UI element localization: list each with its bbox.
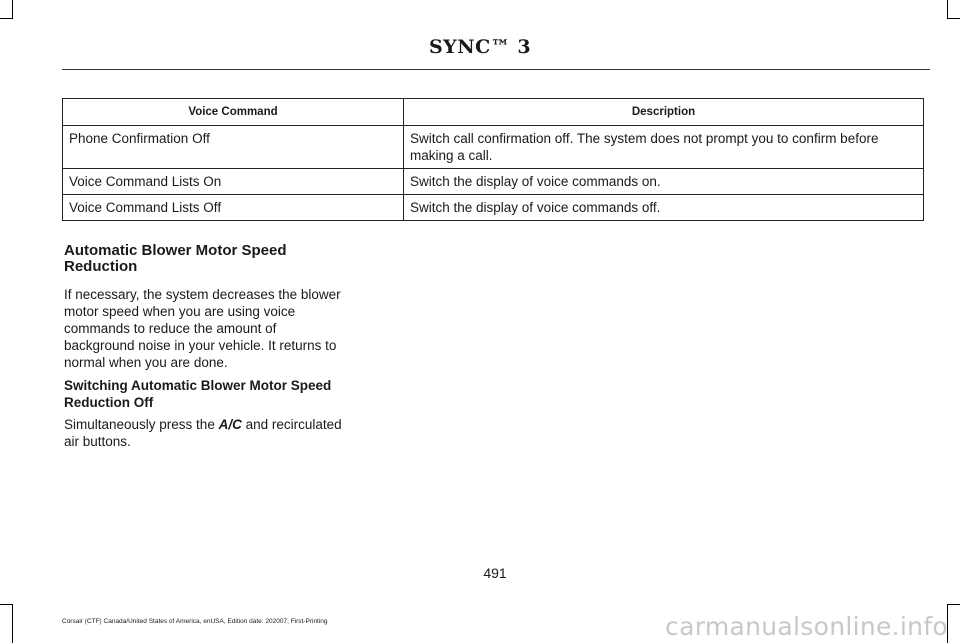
description-cell: Switch call confirmation off. The system does not prompt you to confirm before making a call. bbox=[404, 126, 924, 169]
command-cell: Voice Command Lists On bbox=[63, 169, 404, 195]
description-cell: Switch the display of voice commands on. bbox=[404, 169, 924, 195]
description-cell: Switch the display of voice commands off. bbox=[404, 195, 924, 221]
instruction-post: and recirculated air buttons. bbox=[64, 417, 342, 449]
header-divider bbox=[62, 69, 930, 70]
crop-mark bbox=[947, 0, 948, 18]
ac-button-label: A/C bbox=[218, 417, 242, 432]
edition-footer: Corsair (CTF) Canada/United States of America, enUSA, Edition date: 202007, First-Printing bbox=[62, 618, 328, 625]
page-title: SYNC™ 3 bbox=[428, 36, 532, 58]
voice-command-table bbox=[62, 98, 924, 221]
crop-mark bbox=[12, 0, 13, 18]
table-row bbox=[63, 195, 924, 221]
crop-mark bbox=[947, 18, 960, 19]
subsection-heading: Switching Automatic Blower Motor Speed Reduction Off bbox=[64, 378, 332, 410]
crop-mark bbox=[0, 18, 13, 19]
instruction-pre: Simultaneously press the bbox=[64, 417, 215, 432]
column-header-description: Description bbox=[404, 99, 924, 126]
crop-mark bbox=[12, 604, 13, 643]
section-heading: Automatic Blower Motor Speed Reduction bbox=[64, 242, 287, 275]
watermark: carmanualsonline.info bbox=[665, 612, 948, 641]
crop-mark bbox=[0, 604, 13, 605]
crop-mark bbox=[947, 604, 960, 605]
section-body: If necessary, the system decreases the blower motor speed when you are using voice commands to reduce the amount of background noise in your vehicle. It returns to normal when you are done. bbox=[64, 287, 341, 370]
table-row bbox=[63, 169, 924, 195]
command-cell: Voice Command Lists Off bbox=[63, 195, 404, 221]
command-cell: Phone Confirmation Off bbox=[63, 126, 404, 169]
column-header-voice-command: Voice Command bbox=[63, 99, 404, 126]
table-header-row bbox=[63, 99, 924, 126]
table-row bbox=[63, 126, 924, 169]
page-number: 491 bbox=[483, 565, 507, 581]
instruction-text bbox=[64, 416, 349, 450]
